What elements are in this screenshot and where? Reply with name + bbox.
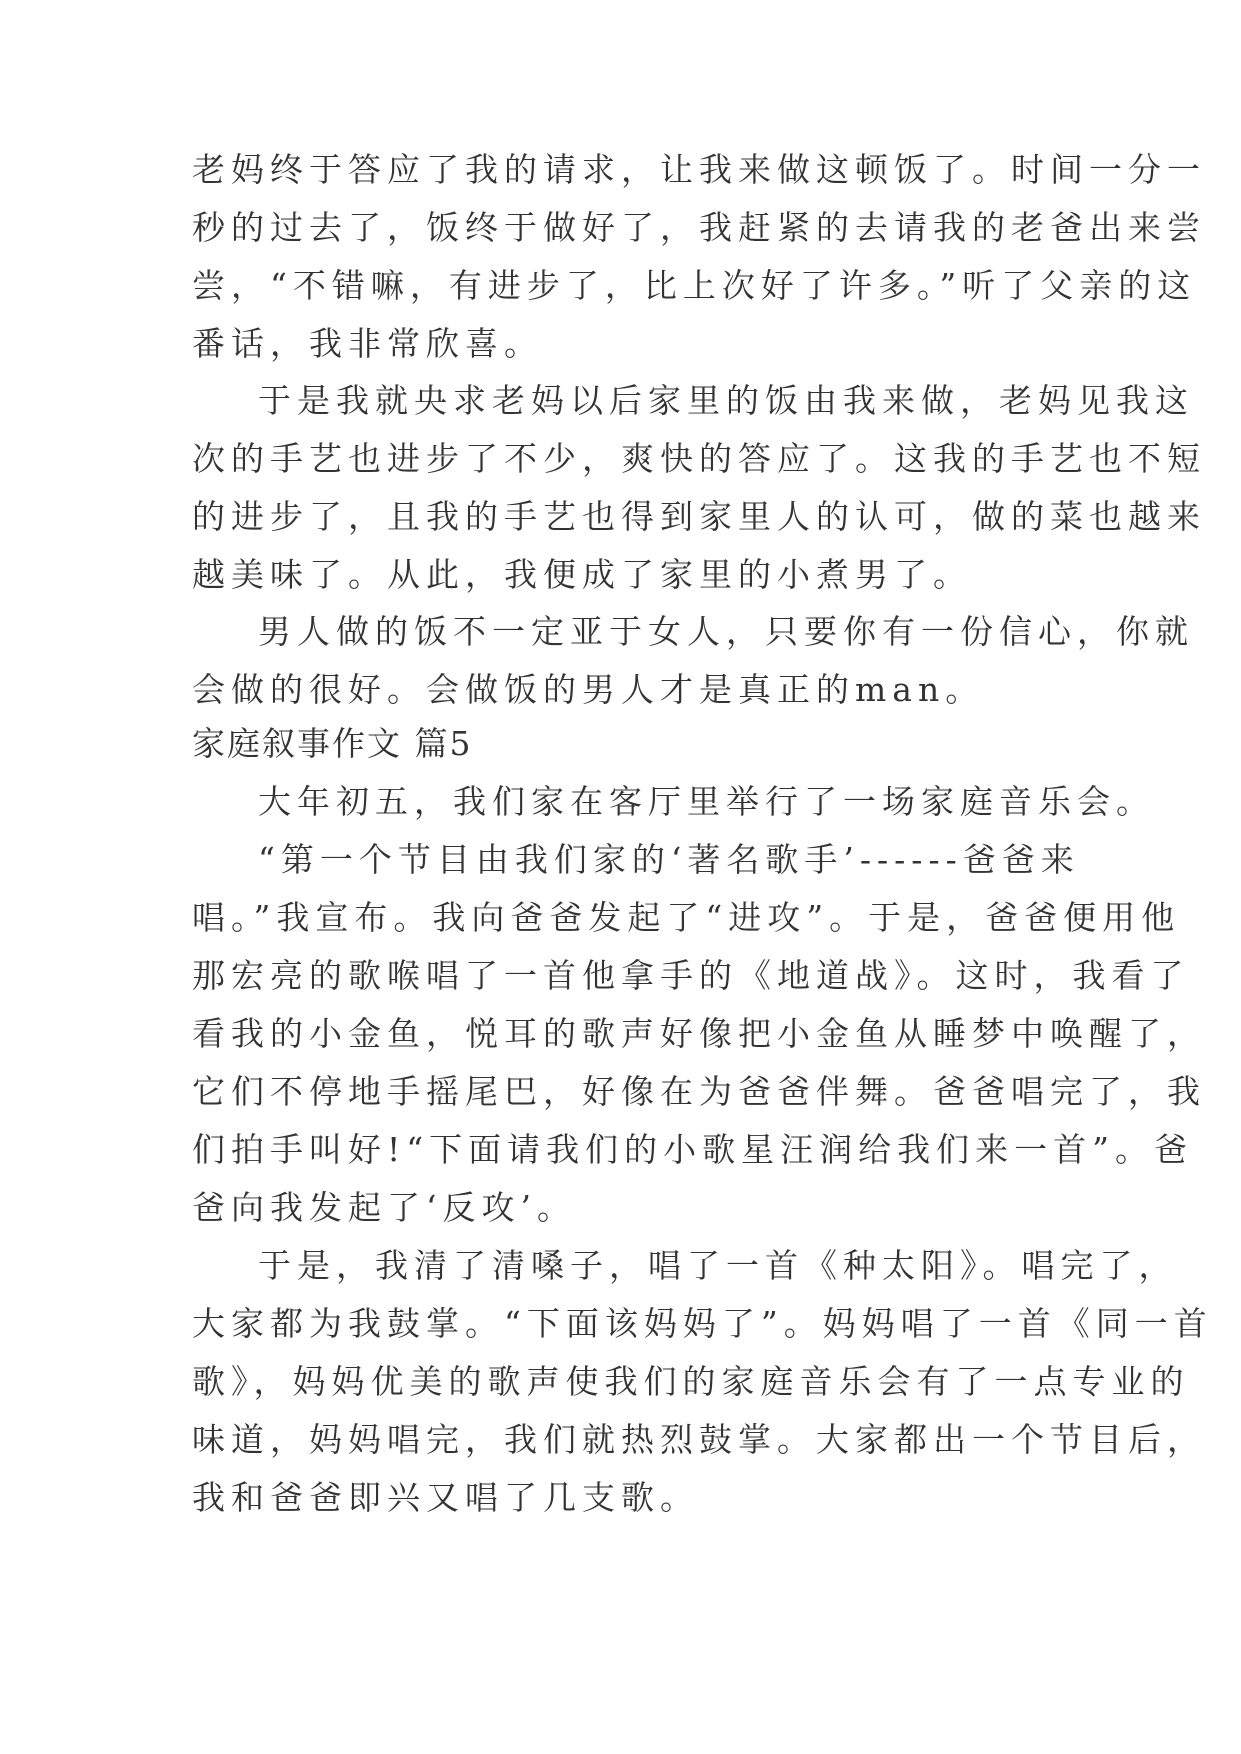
text-line: 歌》，妈妈优美的歌声使我们的家庭音乐会有了一点专业的 (192, 1362, 1190, 1401)
text-line: 的进步了，且我的手艺也得到家里人的认可，做的菜也越来 (192, 497, 1206, 536)
text-line: 唱。”我宣布。我向爸爸发起了“进攻”。于是，爸爸便用他 (192, 898, 1181, 937)
text-line: 老妈终于答应了我的请求，让我来做这顿饭了。时间一分一 (192, 150, 1206, 189)
text-line: 大年初五，我们家在客厅里举行了一场家庭音乐会。 (258, 782, 1155, 821)
text-line: 秒的过去了，饭终于做好了，我赶紧的去请我的老爸出来尝 (192, 208, 1206, 247)
text-line: 看我的小金鱼，悦耳的歌声好像把小金鱼从睡梦中唤醒了， (192, 1014, 1206, 1053)
text-line: 于是我就央求老妈以后家里的饭由我来做，老妈见我这 (258, 381, 1194, 420)
section-heading: 家庭叙事作文 篇5 (192, 724, 473, 763)
text-line: 大家都为我鼓掌。“下面该妈妈了”。妈妈唱了一首《同一首 (192, 1304, 1213, 1343)
text-line: 爸向我发起了‘反攻’。 (192, 1188, 576, 1227)
text-line: 们拍手叫好!“下面请我们的小歌星汪润给我们来一首”。爸 (192, 1130, 1194, 1169)
text-line: “第一个节目由我们家的‘著名歌手’------爸爸来 (258, 840, 1080, 879)
text-line: 味道，妈妈唱完，我们就热烈鼓掌。大家都出一个节目后， (192, 1420, 1206, 1459)
text-line: 尝，“不错嘛，有进步了，比上次好了许多。”听了父亲的这 (192, 266, 1197, 305)
text-line: 会做的很好。会做饭的男人才是真正的man。 (192, 670, 985, 709)
text-line: 它们不停地手摇尾巴，好像在为爸爸伴舞。爸爸唱完了，我 (192, 1072, 1206, 1111)
text-line: 男人做的饭不一定亚于女人，只要你有一份信心，你就 (258, 612, 1194, 651)
text-line: 越美味了。从此，我便成了家里的小煮男了。 (192, 555, 972, 594)
text-line: 于是，我清了清嗓子，唱了一首《种太阳》。唱完了， (258, 1246, 1178, 1285)
text-line: 次的手艺也进步了不少，爽快的答应了。这我的手艺也不短 (192, 439, 1206, 478)
text-line: 那宏亮的歌喉唱了一首他拿手的《地道战》。这时，我看了 (192, 956, 1190, 995)
text-line: 番话，我非常欣喜。 (192, 324, 543, 363)
text-line: 我和爸爸即兴又唱了几支歌。 (192, 1478, 699, 1517)
